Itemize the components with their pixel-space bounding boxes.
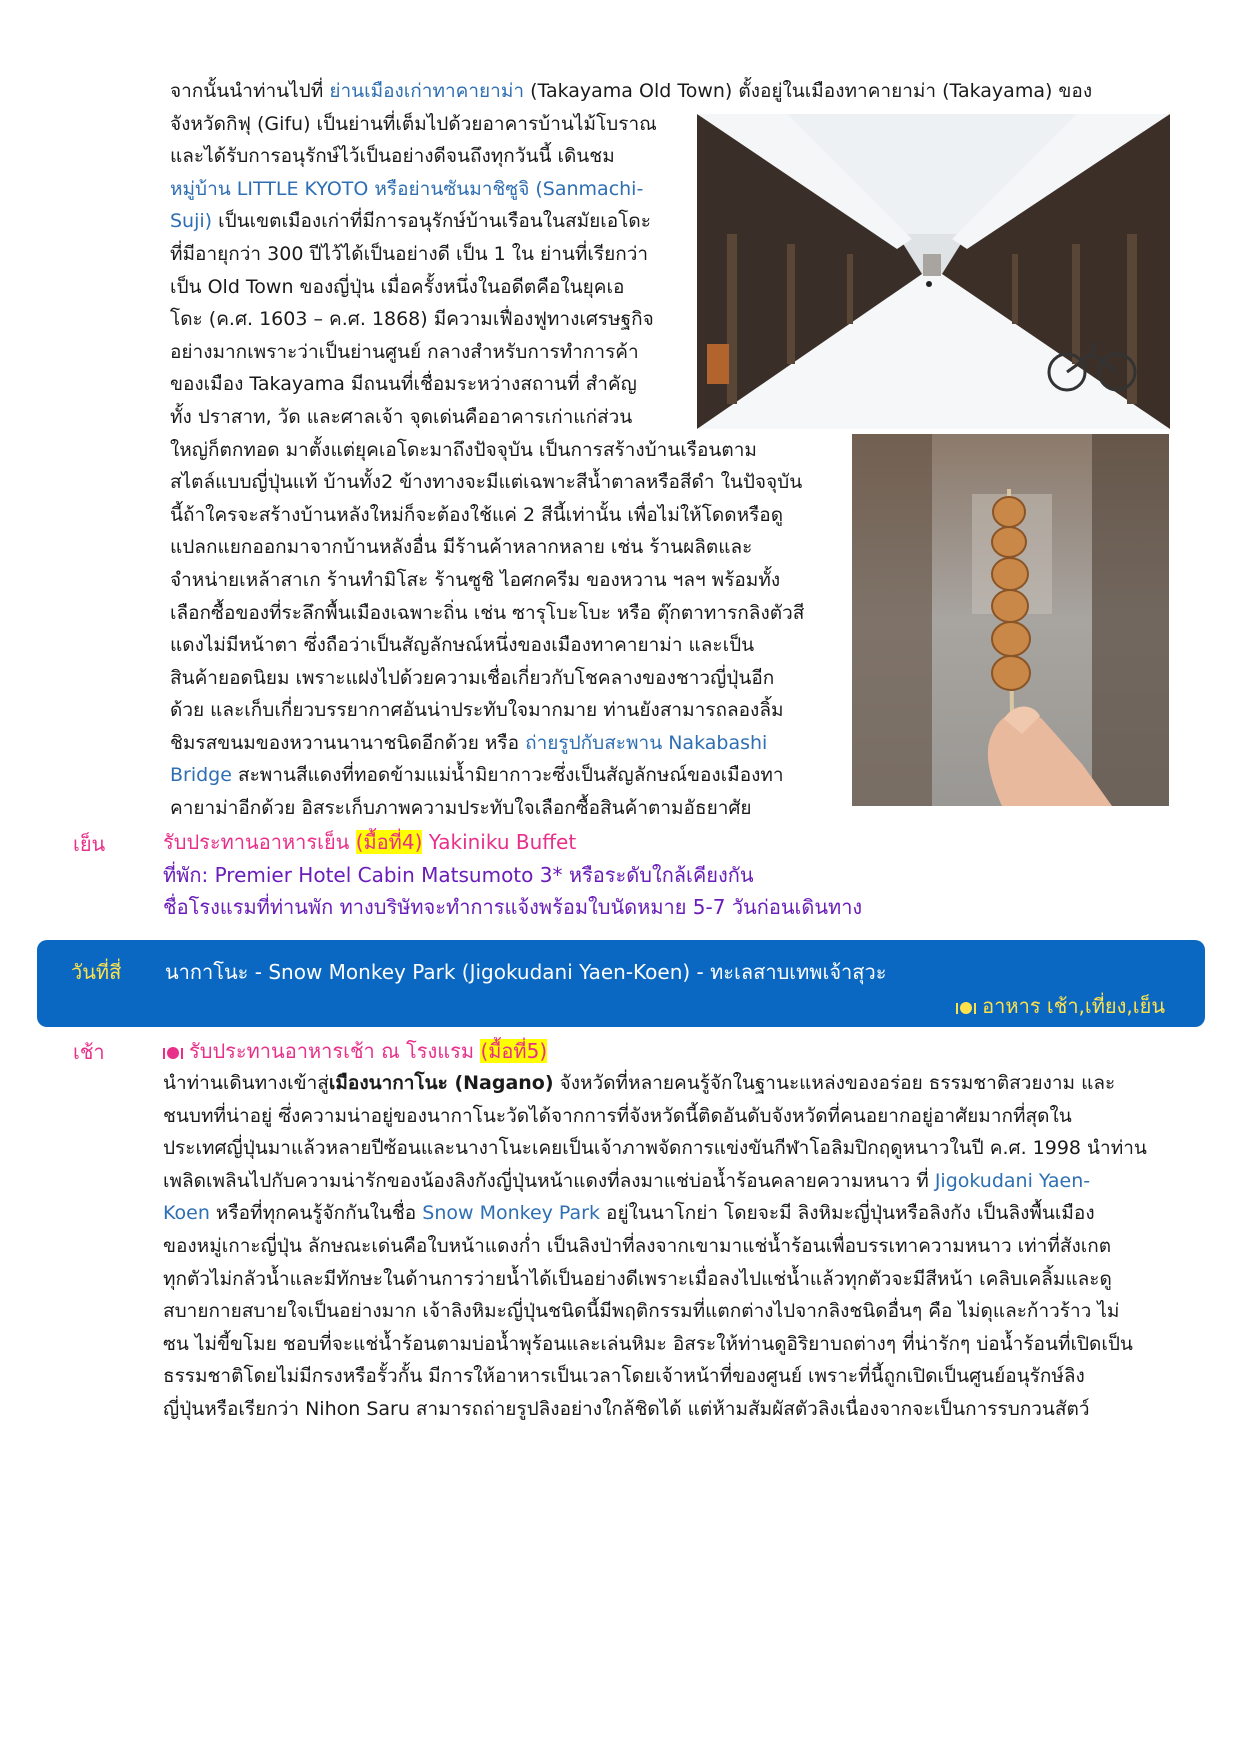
text-run: โดะ (ค.ศ. 1603 – ค.ศ. 1868) มีความเฟื่องฟูทางเศรษฐกิจ [170, 308, 654, 331]
text-run: คายาม่าอีกด้วย อิสระเก็บภาพความประทับใจเลือกซื้อสินค้าตามอัธยาศัย [170, 797, 752, 820]
hotel-notice: ชื่อโรงแรมที่ท่านพัก ทางบริษัทจะทำการแจ้งพร้อมใบนัดหมาย 5-7 วันก่อนเดินทาง [163, 895, 863, 920]
text-line [170, 271, 690, 304]
text-run: ทั้ง ปราสาท, วัด และศาลเจ้า จุดเด่นคืออาคารเก่าแก่ส่วน [170, 405, 633, 428]
text-line [170, 205, 690, 238]
text-link[interactable]: Snow Monkey Park [422, 1202, 600, 1225]
text-line [170, 629, 842, 662]
text-run: เป็นเขตเมืองเก่าที่มีการอนุรักษ์บ้านเรือนในสมัยเอโดะ [212, 210, 651, 233]
text-run: นำท่านเดินทางเข้าสู่ [163, 1072, 329, 1094]
text-run: ด้วย และเก็บเกี่ยวบรรยากาศอันน่าประทับใจมากมาย ท่านยังสามารถลองลิ้ม [170, 699, 784, 722]
text-run: และได้รับการอนุรักษ์ไว้เป็นอย่างดีจนถึงทุกวันนี้ เดินชม [170, 145, 615, 168]
text-run: เมืองนากาโนะ (Nagano) [328, 1072, 554, 1094]
text-run: ชิมรสขนมของหวานนานาชนิดอีกด้วย หรือ [170, 731, 526, 754]
text-run: ซน ไม่ขี้ขโมย ชอบที่จะแช่น้ำร้อนตามบ่อน้ำพุร้อนและเล่นหิมะ อิสระให้ท่านดูอิริยาบถต่างๆ ที่น่ารักๆ บ่อน้ำร้อนที่เปิดเป็น [163, 1332, 1133, 1355]
text-run: อย่างมากเพราะว่าเป็นย่านศูนย์ กลางสำหรับการทำการค้า [170, 340, 639, 363]
dinner-meal-number: (มื้อที่4) [355, 830, 423, 854]
text-run: ของหมู่เกาะญี่ปุ่น ลักษณะเด่นคือใบหน้าแดงก่ำ เป็นลิงป่าที่ลงจากเขามาแช่น้ำร้อนเพื่อบรรเทาความหนาว เท่าที่สังเกต [163, 1234, 1112, 1257]
text-line [170, 140, 690, 173]
text-line [170, 75, 1170, 108]
text-run: ญี่ปุ่นหรือเรียกว่า Nihon Saru สามารถถ่ายรูปลิงอย่างใกล้ชิดได้ แต่ห้ามสัมผัสตัวลิงเนื่องจากจะเป็นการรบกวนสัตว์ [163, 1397, 1090, 1420]
dinner-label: เย็น [73, 832, 106, 856]
text-run: สะพานสีแดงที่ทอดข้ามแม่น้ำมิยากาวะซึ่งเป็นสัญลักษณ์ของเมืองทา [231, 764, 784, 787]
day-label: วันที่สี่ [71, 960, 122, 984]
day-banner [37, 940, 1205, 1027]
text-line [163, 1100, 1173, 1133]
text-run: เป็น Old Town ของญี่ปุ่น เมื่อครั้งหนึ่งในอดีตคือในยุคเอ [170, 275, 625, 298]
takayama-street-photo [697, 114, 1170, 429]
text-line [170, 434, 842, 467]
text-link[interactable]: หมู่บ้าน LITTLE KYOTO หรือย่านซันมาชิซูจิ (Sanmachi- [170, 177, 644, 200]
text-run: แดงไม่มีหน้าตา ซึ่งถือว่าเป็นสัญลักษณ์หนึ่งของเมืองทาคายาม่า และเป็น [170, 634, 755, 657]
text-line [163, 1067, 1173, 1100]
text-line [163, 1393, 1173, 1426]
dinner-menu: Yakiniku Buffet [422, 830, 577, 854]
text-line [163, 1230, 1173, 1263]
text-line [170, 792, 842, 825]
text-line [163, 1328, 1173, 1361]
dango-skewer-photo [852, 434, 1169, 806]
text-line [163, 1263, 1173, 1296]
text-link[interactable]: Koen [163, 1202, 210, 1225]
text-link[interactable]: ย่านเมืองเก่าทาคายาม่า [329, 80, 525, 102]
hotel-info: ที่พัก: Premier Hotel Cabin Matsumoto 3* หรือระดับใกล้เคียงกัน [163, 862, 754, 887]
text-run: จังหวัดที่หลายคนรู้จักในฐานะแหล่งของอร่อย ธรรมชาติสวยงาม และ [553, 1072, 1116, 1094]
text-run: หรือที่ทุกคนรู้จักกันในชื่อ [209, 1202, 423, 1225]
nagano-paragraph [163, 1067, 1173, 1426]
text-line [170, 238, 690, 271]
day-meals [956, 990, 1165, 1022]
text-line [170, 694, 842, 727]
text-line [170, 401, 690, 434]
text-line [170, 303, 690, 336]
text-run: จากนั้นนำท่านไปที่ [170, 80, 330, 102]
text-run: ที่มีอายุกว่า 300 ปีไว้ได้เป็นอย่างดี เป็น 1 ใน ย่านที่เรียกว่า [170, 242, 649, 265]
text-run: นี้ถ้าใครจะสร้างบ้านหลังใหม่ก็จะต้องใช้แค่ 2 สีนี้เท่านั้น เพื่อไม่ให้โดดหรือดู [170, 503, 784, 526]
text-line [170, 499, 842, 532]
text-line [170, 173, 690, 206]
text-line [170, 368, 690, 401]
text-line [170, 564, 842, 597]
text-run: สบายกายสบายใจเป็นอย่างมาก เจ้าลิงหิมะญี่ปุ่นชนิดนี้มีพฤติกรรมที่แตกต่างไปจากลิงชนิดอื่นๆ คือ ไม่ดุและก้าวร้าว ไม่ [163, 1300, 1120, 1323]
text-run: ชนบทที่น่าอยู่ ซึ่งความน่าอยู่ของนากาโนะวัดได้จากการที่จังหวัดนี้ติดอันดับจังหวัดที่คนอยากอยู่อาศัยมากที่สุดใน [163, 1104, 1072, 1127]
text-run: อยู่ในนาโกย่า โดยจะมี ลิงหิมะญี่ปุ่นหรือลิงกัง เป็นลิงพื้นเมือง [600, 1202, 1095, 1225]
text-line [163, 1197, 1173, 1230]
text-line [170, 727, 842, 760]
text-link[interactable]: Suji) [170, 210, 213, 233]
dinner-block [163, 826, 1163, 924]
text-line [163, 1360, 1173, 1393]
breakfast-label: เช้า [73, 1040, 105, 1064]
text-link[interactable]: ถ่ายรูปกับสะพาน Nakabashi [525, 731, 768, 754]
text-line [163, 1295, 1173, 1328]
day-route: นากาโนะ - Snow Monkey Park (Jigokudani Yaen-Koen) - ทะเลสาบเทพเจ้าสุวะ [165, 960, 887, 984]
text-line [170, 597, 842, 630]
text-line [163, 1132, 1173, 1165]
text-run: ใหญ่ก็ตกทอด มาตั้งแต่ยุคเอโดะมาถึงปัจจุบัน เป็นการสร้างบ้านเรือนตาม [170, 438, 757, 461]
text-run: เพลิดเพลินไปกับความน่ารักของน้องลิงกังญี่ปุ่นหน้าแดงที่ลงมาแช่บ่อน้ำร้อนคลายความหนาว ที่ [163, 1169, 935, 1192]
text-link[interactable]: Jigokudani Yaen- [934, 1169, 1091, 1192]
text-line [170, 531, 842, 564]
text-run: จังหวัดกิฟุ (Gifu) เป็นย่านที่เต็มไปด้วยอาคารบ้านไม้โบราณ [170, 112, 657, 135]
plate-icon [956, 1001, 976, 1015]
text-run: ประเทศญี่ปุ่นมาแล้วหลายปีซ้อนและนางาโนะเคยเป็นเจ้าภาพจัดการแข่งขันกีฬาโอลิมปิกฤดูหนาวในปี ค.ศ. 1998 นำท่าน [163, 1137, 1147, 1160]
text-line [170, 336, 690, 369]
text-run: เลือกซื้อของที่ระลึกพื้นเมืองเฉพาะถิ่น เช่น ซารุโบะโบะ หรือ ตุ๊กตาทารกลิงตัวสี [170, 601, 805, 624]
text-run: จำหน่ายเหล้าสาเก ร้านทำมิโสะ ร้านซูชิ ไอศกครีม ของหวาน ฯลฯ พร้อมทั้ง [170, 568, 781, 591]
text-run: (Takayama Old Town) ตั้งอยู่ในเมืองทาคายาม่า (Takayama) ของ [524, 80, 1093, 102]
text-run: ของเมือง Takayama มีถนนที่เชื่อมระหว่างสถานที่ สำคัญ [170, 373, 637, 396]
text-line [163, 1165, 1173, 1198]
text-line [170, 108, 690, 141]
plate-icon [163, 1046, 183, 1060]
text-run: สินค้ายอดนิยม เพราะแฝงไปด้วยความเชื่อเกี่ยวกับโชคลางของชาวญี่ปุ่นอีก [170, 666, 775, 689]
breakfast-text: รับประทานอาหารเช้า ณ โรงแรม [189, 1039, 481, 1063]
breakfast-line [163, 1035, 547, 1067]
text-line [170, 662, 842, 695]
text-line [170, 466, 842, 499]
text-link[interactable]: Bridge [170, 764, 232, 787]
text-line [170, 759, 842, 792]
text-run: สไตล์แบบญี่ปุ่นแท้ บ้านทั้ง2 ข้างทางจะมีแต่เฉพาะสีน้ำตาลหรือสีดำ ในปัจจุบัน [170, 471, 803, 494]
day-meals-text: อาหาร เช้า,เที่ยง,เย็น [982, 994, 1165, 1018]
dinner-text: รับประทานอาหารเย็น [163, 830, 356, 854]
breakfast-meal-number: (มื้อที่5) [480, 1039, 548, 1063]
text-run: ทุกตัวไม่กลัวน้ำและมีทักษะในด้านการว่ายน้ำได้เป็นอย่างดีเพราะเมื่อลงไปแช่น้ำแล้วทุกตัวจะมีสีหน้า เคลิบเคลิ้มและดู [163, 1267, 1112, 1290]
text-run: ธรรมชาติโดยไม่มีกรงหรือรั้วกั้น มีการให้อาหารเป็นเวลาโดยเจ้าหน้าที่ของศูนย์ เพราะที่นี้ถูกเปิดเป็นศูนย์อนุรักษ์ลิง [163, 1365, 1085, 1388]
text-run: แปลกแยกออกมาจากบ้านหลังอื่น มีร้านค้าหลากหลาย เช่น ร้านผลิตและ [170, 536, 753, 559]
